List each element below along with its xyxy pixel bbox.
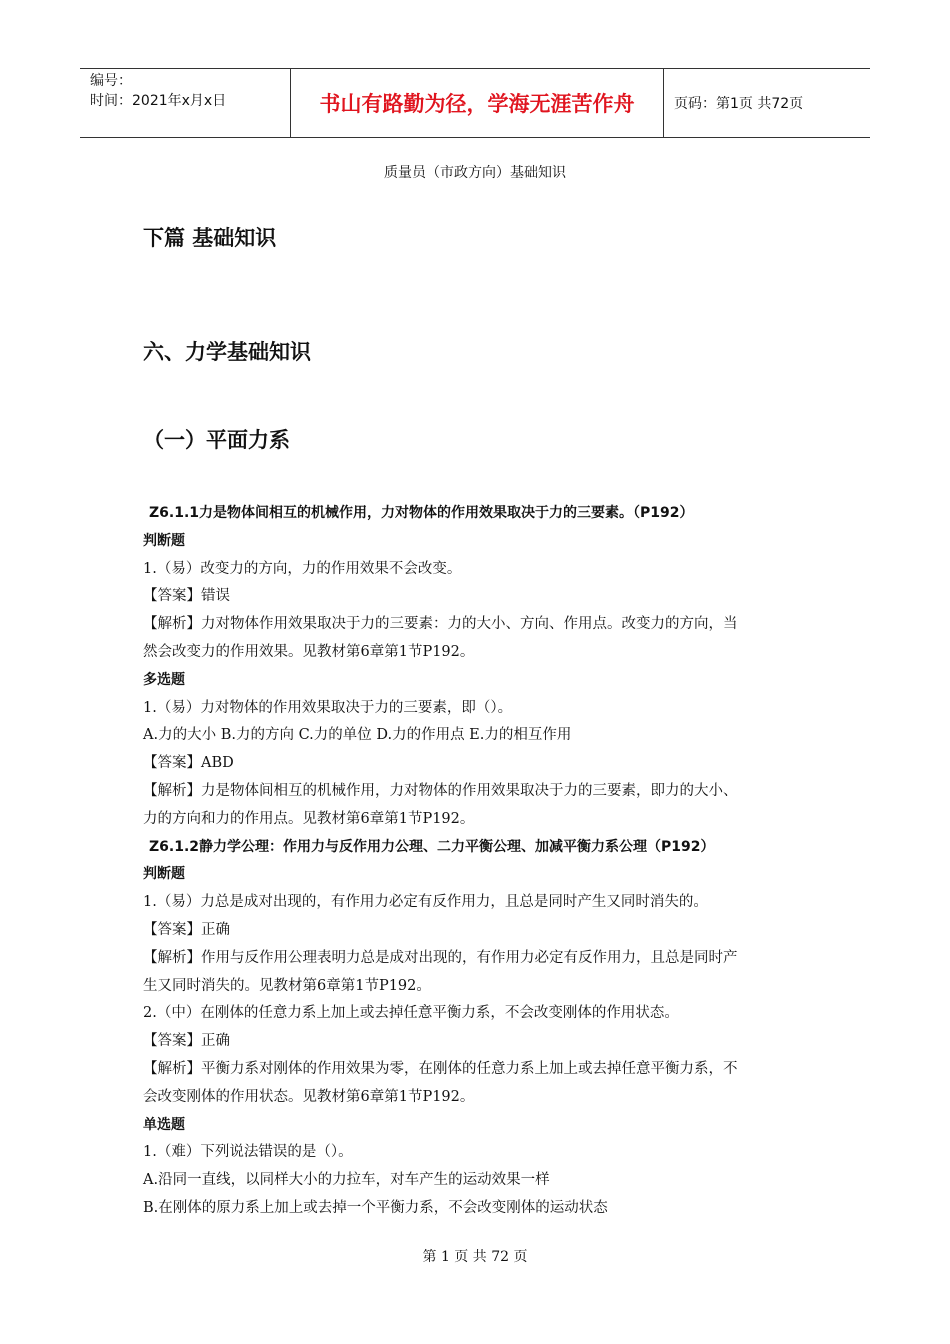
header-motto-cell	[291, 69, 664, 137]
question: 1.（易）力总是成对出现的，有作用力必定有反作用力，且总是同时产生又同时消失的。	[143, 894, 708, 911]
analysis-cont: 生又同时消失的。见教材第6章第1节P192。	[143, 977, 431, 994]
analysis: 【解析】力对物体作用效果取决于力的三要素：力的大小、方向、作用点。改变力的方向，当	[143, 616, 738, 633]
question-type: 单选题	[143, 1116, 185, 1133]
page-code: 页码：第1页 共72页	[674, 96, 804, 112]
analysis-cont: 然会改变力的作用效果。见教材第6章第1节P192。	[143, 643, 475, 660]
question: 1.（难）下列说法错误的是（）。	[143, 1144, 353, 1161]
time-label: 时间：2021年x月x日	[90, 93, 227, 109]
question-type: 判断题	[143, 866, 185, 883]
option: B.在刚体的原力系上加上或去掉一个平衡力系，不会改变刚体的运动状态	[143, 1199, 608, 1216]
analysis-cont: 力的方向和力的作用点。见教材第6章第1节P192。	[143, 810, 475, 827]
options: A.力的大小 B.力的方向 C.力的单位 D.力的作用点 E.力的相互作用	[143, 727, 572, 744]
question-type: 多选题	[143, 671, 185, 688]
chapter-heading: 六、力学基础知识	[143, 340, 311, 364]
knowledge-point: Z6.1.1力是物体间相互的机械作用，力对物体的作用效果取决于力的三要素。（P192）	[149, 505, 694, 521]
question: 1.（易）力对物体的作用效果取决于力的三要素，即（）。	[143, 699, 513, 716]
analysis: 【解析】平衡力系对刚体的作用效果为零，在刚体的任意力系上加上或去掉任意平衡力系，不	[143, 1060, 738, 1077]
page-footer: 第 1 页 共 72 页	[422, 1249, 528, 1265]
motto: 书山有路勤为径，学海无涯苦作舟	[319, 92, 635, 116]
document-title: 质量员（市政方向）基础知识	[384, 165, 566, 181]
answer: 【答案】ABD	[143, 755, 234, 772]
analysis: 【解析】力是物体间相互的机械作用，力对物体的作用效果取决于力的三要素，即力的大小、	[143, 782, 738, 799]
body-content	[143, 500, 808, 1223]
analysis: 【解析】作用与反作用公理表明力总是成对出现的，有作用力必定有反作用力，且总是同时产	[143, 949, 738, 966]
answer: 【答案】正确	[143, 921, 230, 938]
answer: 【答案】错误	[143, 588, 230, 605]
question: 2.（中）在刚体的任意力系上加上或去掉任意平衡力系，不会改变刚体的作用状态。	[143, 1005, 679, 1022]
question: 1.（易）改变力的方向，力的作用效果不会改变。	[143, 560, 462, 577]
number-label: 编号：	[90, 73, 132, 89]
answer: 【答案】正确	[143, 1033, 230, 1050]
section-heading: （一）平面力系	[143, 428, 290, 452]
header-table	[80, 68, 870, 138]
option: A.沿同一直线，以同样大小的力拉车，对车产生的运动效果一样	[143, 1172, 550, 1189]
header-meta	[80, 69, 291, 137]
part-heading: 下篇 基础知识	[143, 226, 277, 250]
header-page-code-cell	[664, 69, 870, 137]
question-type: 判断题	[143, 532, 185, 549]
knowledge-point: Z6.1.2静力学公理：作用力与反作用力公理、二力平衡公理、加减平衡力系公理（P192）	[149, 838, 715, 855]
analysis-cont: 会改变刚体的作用状态。见教材第6章第1节P192。	[143, 1088, 475, 1105]
